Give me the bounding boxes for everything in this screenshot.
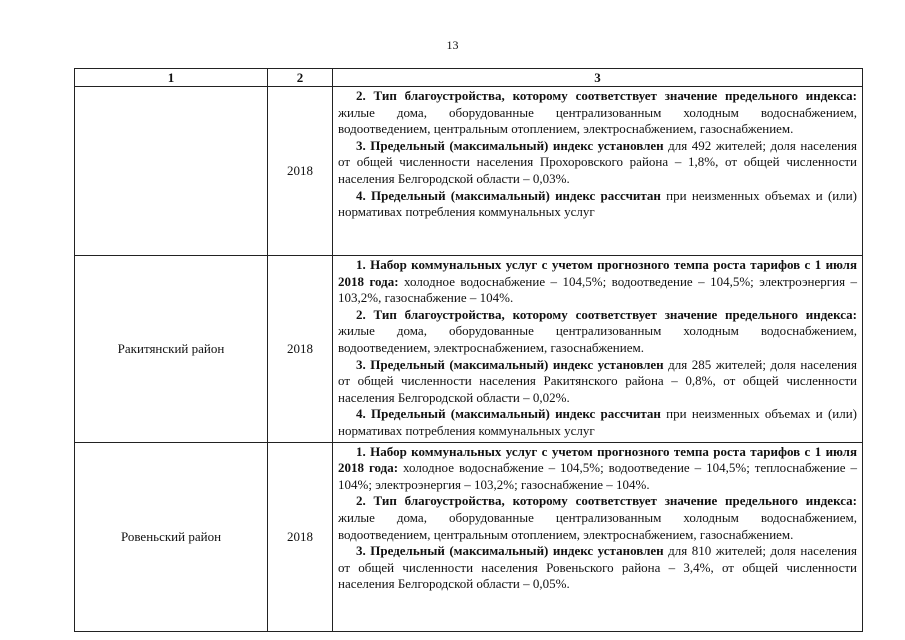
paragraph-heading: 2. Тип благоустройства, которому соответствует значение предельного индекса: [356, 493, 857, 509]
header-col-1: 1 [75, 69, 268, 87]
paragraph-text: для 285 жителей; доля населения от общей численности населения Ракитянского района – 0,8%, от общей численности населения Белгородской области – 0,02%. [338, 356, 857, 405]
paragraph [338, 188, 857, 221]
header-row [75, 69, 863, 87]
page-number: 13 [446, 38, 459, 52]
paragraph [338, 138, 857, 188]
paragraph-heading: 4. Предельный (максимальный) индекс рассчитан [356, 406, 661, 422]
header-col-2: 2 [268, 69, 333, 87]
paragraph-heading: 4. Предельный (максимальный) индекс рассчитан [356, 187, 661, 203]
paragraph-text: при неизменных объемах и (или) нормативах потребления коммунальных услуг [338, 406, 858, 438]
paragraph-text: жилые дома, оборудованные централизованным холодным водоснабжением, водоотведением, центральным отоплением, электроснабжением, газоснабжением. [338, 104, 857, 137]
district-name: Ракитянский район [75, 256, 268, 443]
paragraph-text: жилые дома, оборудованные централизованным холодным водоснабжением, водоотведением, центральным отоплением, электроснабжением, газоснабжением. [338, 509, 857, 542]
paragraph-heading: 1. Набор коммунальных услуг с учетом прогнозного темпа роста тарифов с 1 июля 2018 года: [338, 443, 857, 476]
data-table [74, 68, 863, 632]
paragraph [338, 357, 857, 407]
paragraph [338, 493, 857, 543]
paragraph-heading: 2. Тип благоустройства, которому соответствует значение предельного индекса: [356, 88, 857, 103]
table-row [75, 442, 863, 631]
table-row [75, 256, 863, 443]
paragraph-text: для 492 жителей; доля населения от общей численности населения Прохоровского района – 1,8%, от общей численности населения Белгородской области – 0,03%. [338, 137, 857, 186]
paragraph-heading: 3. Предельный (максимальный) индекс установлен [356, 137, 664, 153]
paragraph-heading: 3. Предельный (максимальный) индекс установлен [356, 356, 664, 372]
paragraph [338, 444, 857, 494]
paragraph [338, 406, 857, 439]
table-row [75, 87, 863, 256]
paragraph [338, 88, 857, 138]
paragraph [338, 307, 857, 357]
description-cell [333, 442, 863, 631]
paragraph-text: жилые дома, оборудованные централизованным холодным водоснабжением, водоотведением, электроснабжением, газоснабжением. [338, 323, 857, 355]
year-cell: 2018 [268, 87, 333, 256]
district-name [75, 87, 268, 256]
paragraph-text: при неизменных объемах и (или) нормативах потребления коммунальных услуг [338, 187, 858, 220]
paragraph-text: холодное водоснабжение – 104,5%; водоотведение – 104,5%; электроэнергия – 103,2%, газоснабжение – 104%. [338, 273, 857, 306]
paragraph-text: для 810 жителей; доля населения от общей численности населения Ровеньского района – 3,4%, от общей численности населения Белгородской области – 0,05%. [338, 543, 857, 592]
year-cell: 2018 [268, 442, 333, 631]
paragraph-text: холодное водоснабжение – 104,5%; водоотведение – 104,5%; теплоснабжение – 104%; электроэнергия – 103,2%; газоснабжение – 104%. [338, 460, 857, 492]
paragraph [338, 257, 857, 307]
district-name: Ровеньский район [75, 442, 268, 631]
paragraph-heading: 2. Тип благоустройства, которому соответствует значение предельного индекса: [356, 306, 857, 322]
paragraph-heading: 3. Предельный (максимальный) индекс установлен [356, 543, 664, 559]
description-cell [333, 256, 863, 443]
description-cell [333, 87, 863, 256]
paragraph [338, 543, 857, 593]
header-col-3: 3 [333, 69, 863, 87]
paragraph-heading: 1. Набор коммунальных услуг с учетом прогнозного темпа роста тарифов с 1 июля 2018 года: [338, 257, 857, 289]
year-cell: 2018 [268, 256, 333, 443]
